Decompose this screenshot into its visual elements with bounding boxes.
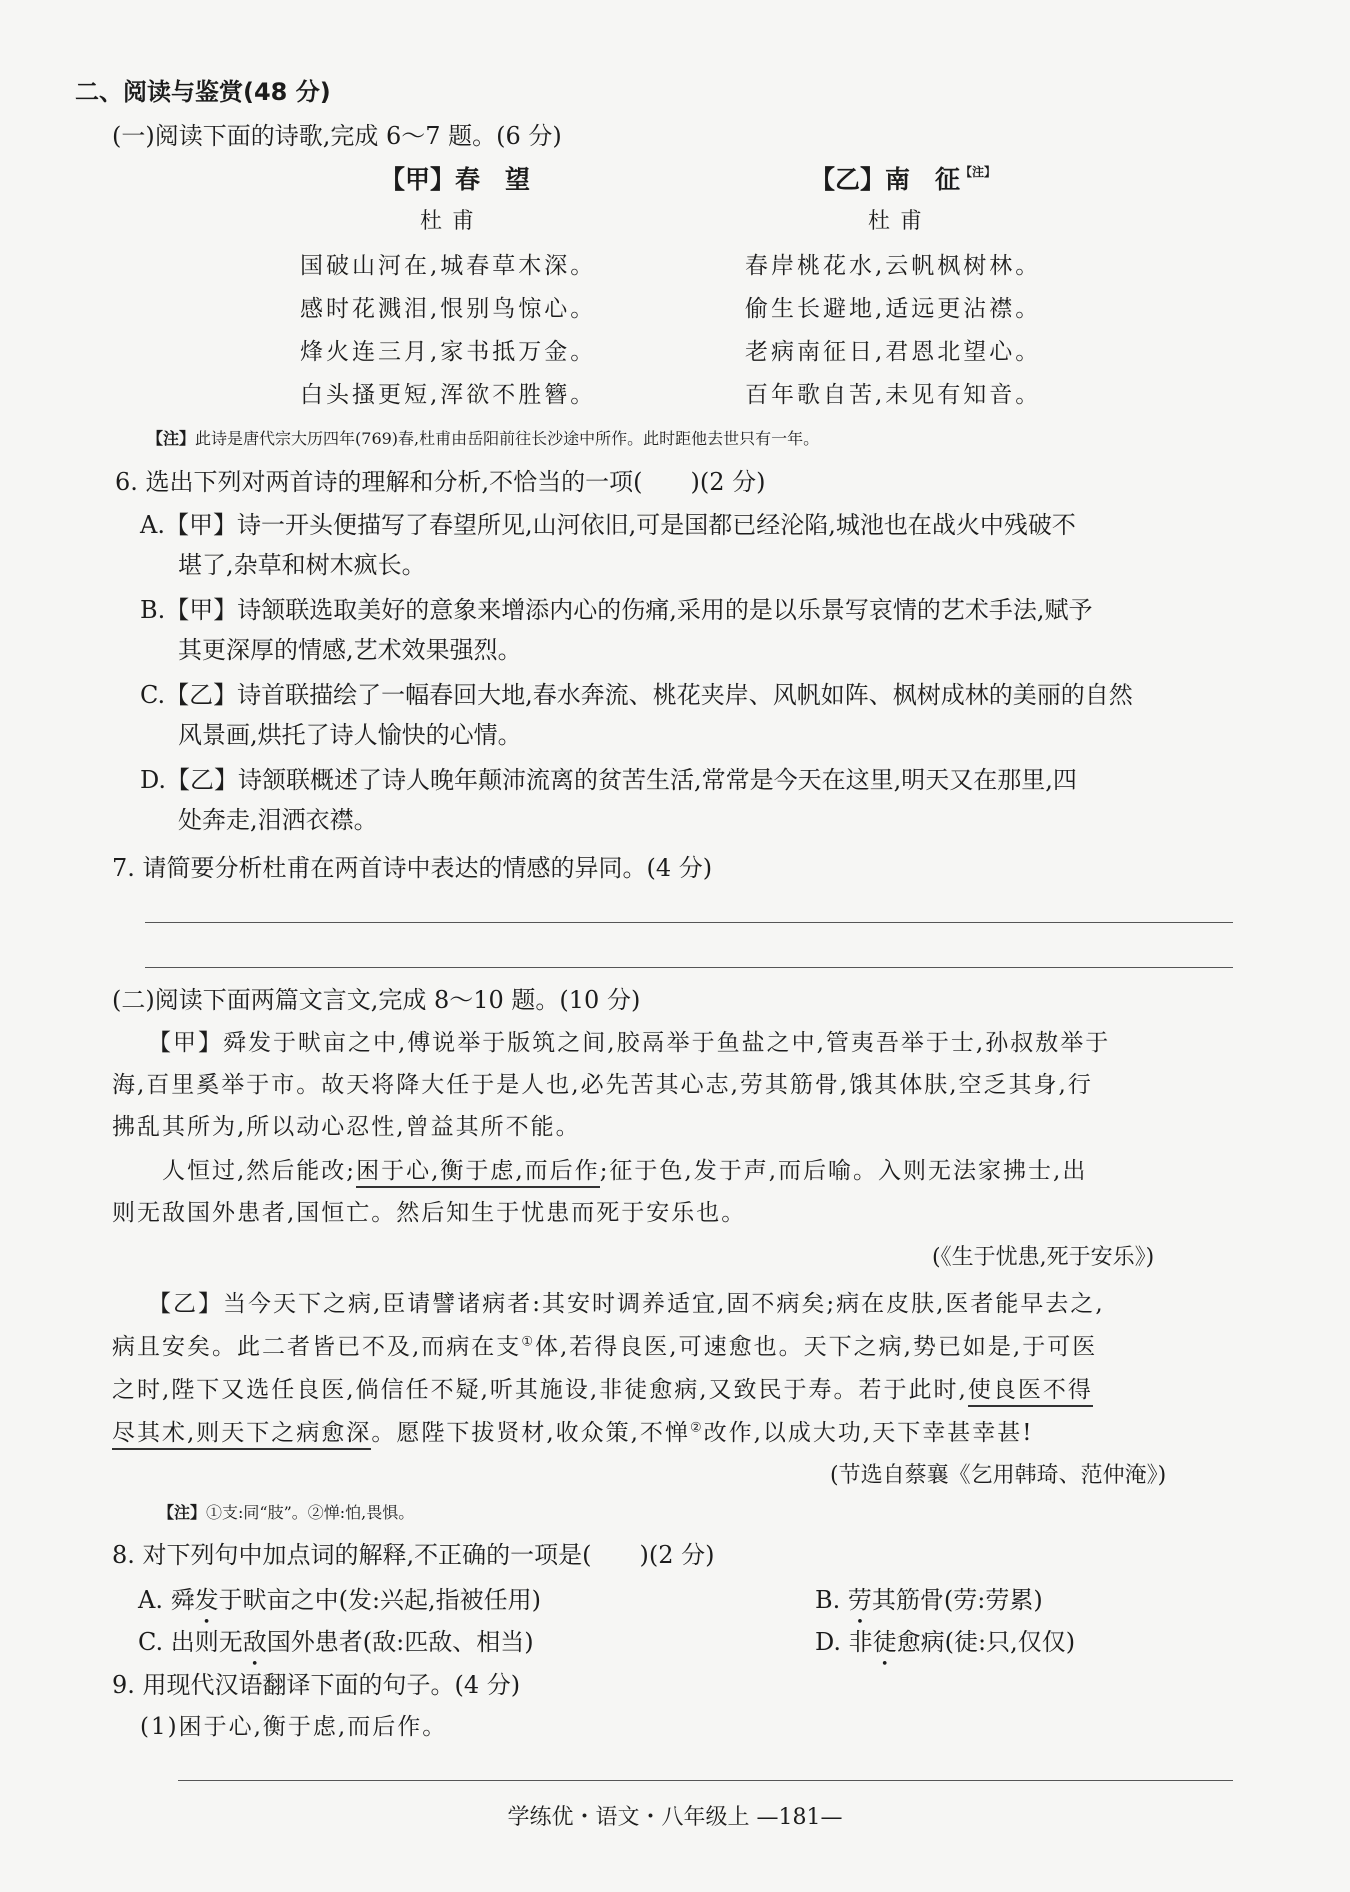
poem-a-line-4: 白头搔更短,浑欲不胜簪。	[300, 382, 597, 408]
footer-rule	[178, 1780, 1233, 1781]
poem-a-line-2: 感时花溅泪,恨别鸟惊心。	[300, 296, 597, 322]
q8-stem: 8. 对下列句中加点词的解释,不正确的一项是( )(2 分)	[112, 1541, 715, 1569]
part2-heading: (二)阅读下面两篇文言文,完成 8～10 题。(10 分)	[112, 986, 641, 1014]
q8-option-b: B. 劳其筋骨(劳:劳累)	[815, 1586, 1043, 1614]
q6-option-b-line2: 其更深厚的情感,艺术效果强烈。	[178, 636, 522, 664]
jia-p2-line-2: 则无敌国外患者,国恒亡。然后知生于忧患而死于安乐也。	[112, 1200, 747, 1226]
q9-sub1: (1)困于心,衡于虑,而后作。	[140, 1714, 448, 1740]
poem-a-line-1: 国破山河在,城春草木深。	[300, 253, 597, 279]
q6-option-d-line1: D.【乙】诗颔联概述了诗人晚年颠沛流离的贫苦生活,常常是今天在这里,明天又在那里,四	[140, 766, 1077, 794]
q7-stem: 7. 请简要分析杜甫在两首诗中表达的情感的异同。(4 分)	[112, 854, 713, 882]
q6-option-d-line2: 处奔走,泪洒衣襟。	[178, 806, 378, 834]
section-title: 二、阅读与鉴赏(48 分)	[75, 78, 331, 106]
poem-a-author: 杜甫	[420, 209, 485, 234]
yi-source: (节选自蔡襄《乞用韩琦、范仲淹》)	[830, 1463, 1167, 1488]
underlined-sentence-2b: 尽其术,则天下之病愈深	[112, 1420, 371, 1450]
jia-source: (《生于忧患,死于安乐》)	[932, 1245, 1155, 1270]
wenyan-note: 【注】①支:同“肢”。②惮:怕,畏惧。	[158, 1503, 415, 1522]
q6-option-c-line1: C.【乙】诗首联描绘了一幅春回大地,春水奔流、桃花夹岸、风帆如阵、枫树成林的美丽的自然	[140, 681, 1133, 709]
yi-line-1: 【乙】当今天下之病,臣请譬诸病者:其安时调养适宜,固不病矣;病在皮肤,医者能早去之,	[148, 1291, 1105, 1317]
jia-line-1: 【甲】舜发于畎亩之中,傅说举于版筑之间,胶鬲举于鱼盐之中,管夷吾举于士,孙叔敖举于	[148, 1030, 1111, 1056]
poem-b-line-2: 偷生长避地,适远更沾襟。	[745, 296, 1042, 322]
q8-option-c: C. 出则无敌国外患者(敌:匹敌、相当)	[138, 1628, 534, 1656]
underlined-sentence-1: 困于心,衡于虑,而后作	[356, 1158, 600, 1188]
q8-option-d: D. 非徒愈病(徒:只,仅仅)	[815, 1628, 1076, 1656]
q8-option-a: A. 舜发于畎亩之中(发:兴起,指被任用)	[138, 1586, 542, 1614]
poem-b-line-4: 百年歌自苦,未见有知音。	[745, 382, 1042, 408]
q6-option-b-line1: B.【甲】诗颔联选取美好的意象来增添内心的伤痛,采用的是以乐景写哀情的艺术手法,赋予	[140, 596, 1093, 624]
poem-b-line-1: 春岸桃花水,云帆枫树林。	[745, 253, 1042, 279]
yi-line-4: 尽其术,则天下之病愈深。愿陛下拔贤材,收众策,不惮②改作,以成大功,天下幸甚幸甚!	[112, 1414, 1033, 1447]
part1-heading: (一)阅读下面的诗歌,完成 6～7 题。(6 分)	[112, 122, 562, 150]
answer-line-1[interactable]	[145, 922, 1233, 923]
q6-option-c-line2: 风景画,烘托了诗人愉快的心情。	[178, 721, 522, 749]
jia-line-3: 拂乱其所为,所以动心忍性,曾益其所不能。	[112, 1114, 581, 1140]
yi-line-3: 之时,陛下又选任良医,倘信任不疑,听其施设,非徒愈病,又致民于寿。若于此时,使良医不得	[112, 1371, 1093, 1404]
underlined-sentence-2a: 使良医不得	[968, 1377, 1093, 1407]
q6-option-a-line2: 堪了,杂草和树木疯长。	[178, 551, 426, 579]
yi-line-2: 病且安矣。此二者皆已不及,而病在支①体,若得良医,可速愈也。天下之病,势已如是,于可医	[112, 1334, 1098, 1360]
jia-line-2: 海,百里奚举于市。故天将降大任于是人也,必先苦其心志,劳其筋骨,饿其体肤,空乏其身,行	[112, 1072, 1093, 1098]
poem-b-note-mark: 【注】	[960, 165, 997, 179]
jia-p2-line-1: 人恒过,然后能改;困于心,衡于虑,而后作;征于色,发于声,而后喻。入则无法家拂士,出	[162, 1152, 1087, 1185]
poem-b-title: 【乙】南 征$^{【注】}$	[810, 165, 997, 194]
poem-a-title: 【甲】春 望	[380, 165, 531, 194]
poem-b-line-3: 老病南征日,君恩北望心。	[745, 339, 1042, 365]
poem-a-line-3: 烽火连三月,家书抵万金。	[300, 339, 597, 365]
page-footer: 学练优・语文・八年级上 —181—	[507, 1805, 843, 1830]
q6-option-a-line1: A.【甲】诗一开头便描写了春望所见,山河依旧,可是国都已经沦陷,城池也在战火中残破不	[140, 511, 1076, 539]
answer-line-2[interactable]	[145, 967, 1233, 968]
q9-stem: 9. 用现代汉语翻译下面的句子。(4 分)	[112, 1671, 521, 1699]
poem-note: 【注】此诗是唐代宗大历四年(769)春,杜甫由岳阳前往长沙途中所作。此时距他去世只有一年。	[147, 429, 820, 448]
poem-b-author: 杜甫	[868, 209, 933, 234]
q6-stem: 6. 选出下列对两首诗的理解和分析,不恰当的一项( )(2 分)	[115, 468, 766, 496]
